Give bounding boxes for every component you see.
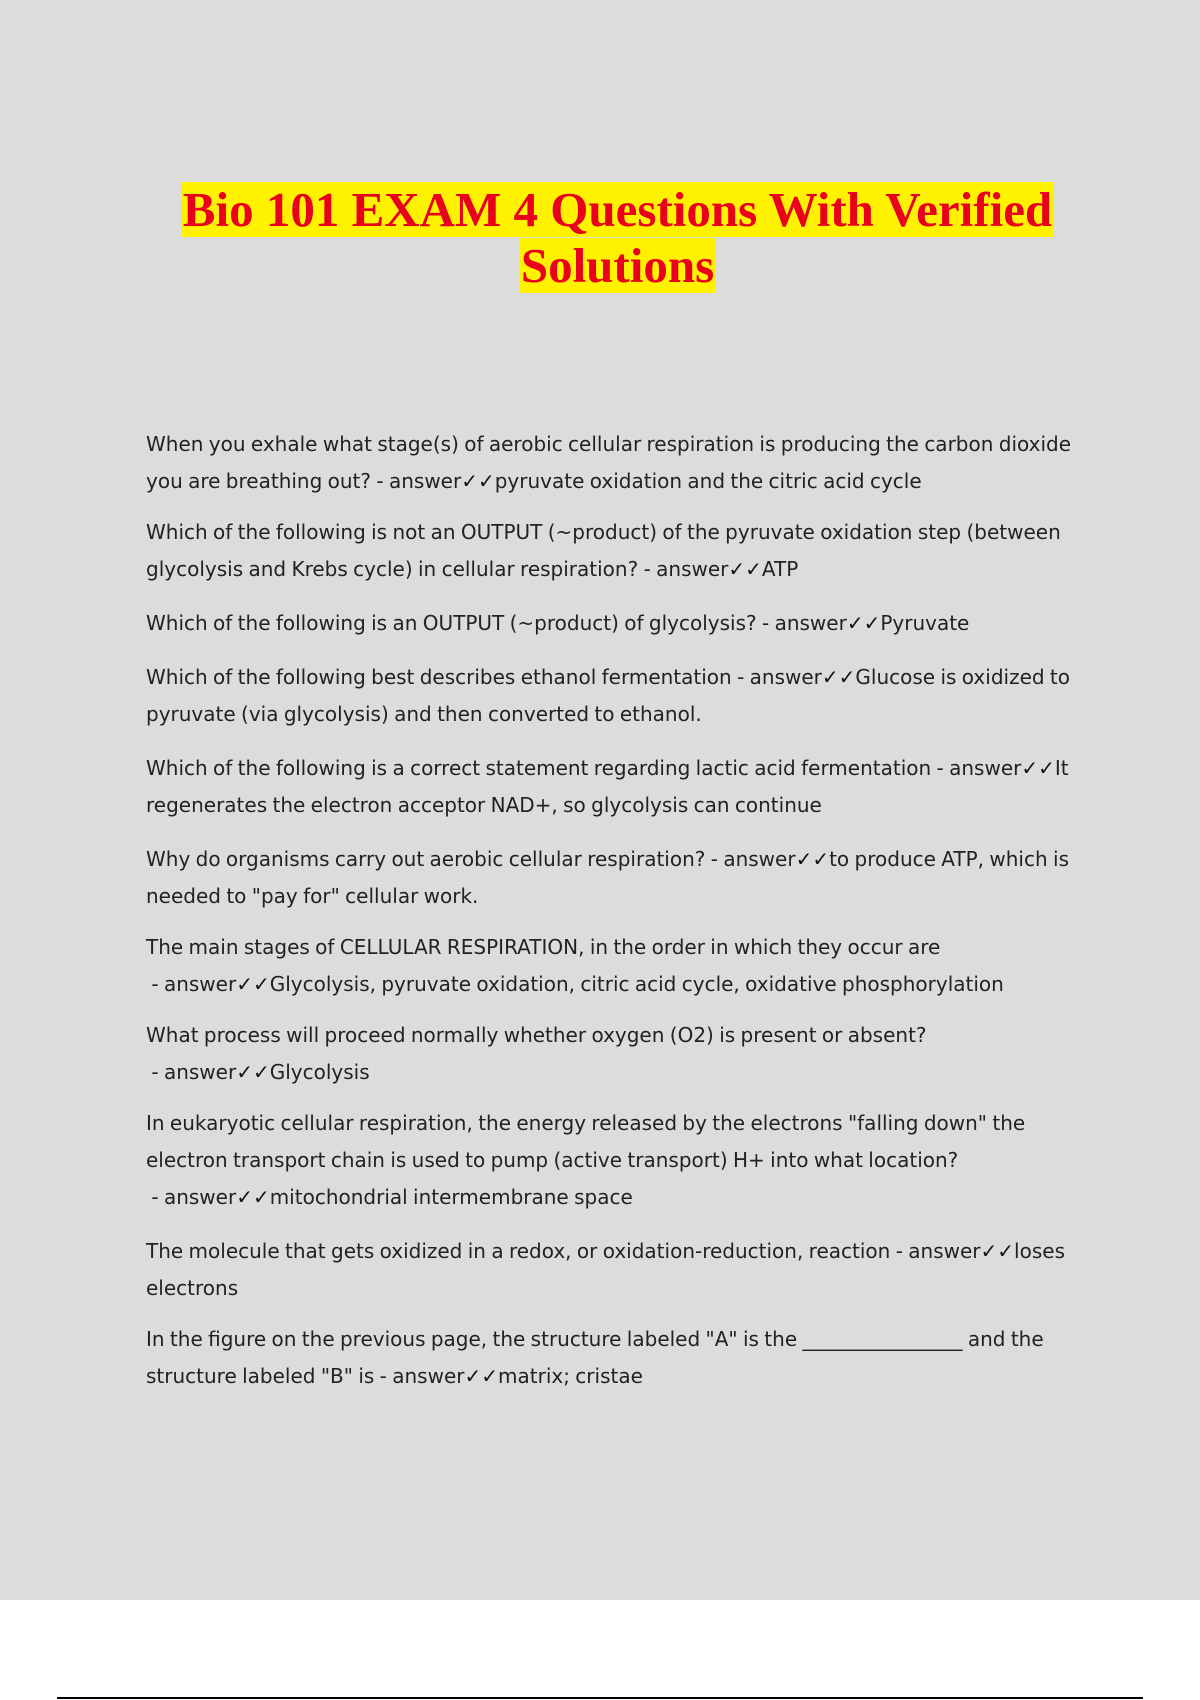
answer-separator: - — [731, 665, 750, 689]
question-item — [146, 1321, 1081, 1395]
check-mark-icon: ✓✓ — [1021, 756, 1055, 780]
answer-separator: - — [705, 847, 724, 871]
answer-separator: - — [371, 469, 389, 493]
answer-separator: - — [146, 1060, 164, 1084]
question-text: In the figure on the previous page, the structure labeled "A" is the ________________ and the structure labeled "B" is — [146, 1327, 1044, 1388]
answer-separator: - — [890, 1239, 909, 1263]
answer-text: mitochondrial intermembrane space — [269, 1185, 633, 1209]
answer-text: Glucose is oxidized to pyruvate (via glycolysis) and then converted to ethanol. — [146, 665, 1070, 726]
check-mark-icon: ✓✓ — [980, 1239, 1015, 1263]
question-text: In eukaryotic cellular respiration, the energy released by the electrons "falling down" the electron transport chain is used to pump (active transport) H+ into what location? — [146, 1111, 1026, 1172]
answer-text: loses electrons — [146, 1239, 1065, 1300]
document-title — [130, 182, 1105, 294]
check-mark-icon: ✓✓ — [461, 469, 495, 493]
check-mark-icon: ✓✓ — [236, 1185, 270, 1209]
question-text: Which of the following is an OUTPUT (~product) of glycolysis? — [146, 611, 757, 635]
check-mark-icon: ✓✓ — [728, 557, 762, 581]
question-item — [146, 659, 1081, 733]
answer-label: answer — [163, 972, 237, 996]
question-item — [146, 514, 1081, 588]
answer-text: Glycolysis — [269, 1060, 370, 1084]
answer-separator: - — [756, 611, 775, 635]
question-text: Which of the following is a correct statement regarding lactic acid fermentation — [146, 756, 932, 780]
answer-label: answer — [749, 665, 822, 689]
answer-label: answer — [388, 469, 462, 493]
footer-divider — [57, 1697, 1143, 1699]
check-mark-icon: ✓✓ — [846, 611, 881, 635]
answer-label: answer — [723, 847, 796, 871]
answer-text: to produce ATP, which is needed to "pay for" cellular work. — [146, 847, 1069, 908]
question-item — [146, 1233, 1081, 1307]
answer-separator: - — [146, 1185, 164, 1209]
answer-label: answer — [908, 1239, 981, 1263]
question-item — [146, 605, 1081, 642]
question-text: Which of the following is not an OUTPUT (~product) of the pyruvate oxidation step (between glycolysis and Krebs cycle) in cellular respiration? — [146, 520, 1061, 581]
answer-label: answer — [949, 756, 1022, 780]
question-text: The main stages of CELLULAR RESPIRATION, in the order in which they occur are — [146, 935, 941, 959]
check-mark-icon: ✓✓ — [236, 972, 270, 996]
answer-text: ATP — [761, 557, 799, 581]
question-item — [146, 426, 1081, 500]
answer-separator: - — [146, 972, 164, 996]
question-text: The molecule that gets oxidized in a redox, or oxidation-reduction, reaction — [146, 1239, 891, 1263]
check-mark-icon: ✓✓ — [821, 665, 856, 689]
question-item — [146, 1105, 1081, 1216]
check-mark-icon: ✓✓ — [795, 847, 830, 871]
question-item — [146, 841, 1081, 915]
question-text: When you exhale what stage(s) of aerobic cellular respiration is producing the carbon dioxide you are breathing out? — [146, 432, 1072, 493]
question-text: Which of the following best describes ethanol fermentation — [146, 665, 732, 689]
answer-label: answer — [163, 1185, 237, 1209]
answer-separator: - — [931, 756, 950, 780]
answer-label: answer — [163, 1060, 237, 1084]
check-mark-icon: ✓✓ — [464, 1364, 499, 1388]
answer-separator: - — [638, 557, 657, 581]
title-line-2: Solutions — [520, 238, 715, 293]
question-answer-list — [146, 412, 1081, 1395]
answer-text: Glycolysis, pyruvate oxidation, citric acid cycle, oxidative phosphorylation — [269, 972, 1004, 996]
answer-text: matrix; cristae — [498, 1364, 643, 1388]
question-text: Why do organisms carry out aerobic cellular respiration? — [146, 847, 706, 871]
answer-label: answer — [774, 611, 847, 635]
question-item — [146, 929, 1081, 1003]
question-item — [146, 1017, 1081, 1091]
answer-text: It regenerates the electron acceptor NAD+, so glycolysis can continue — [146, 756, 1069, 817]
answer-text: Pyruvate — [880, 611, 970, 635]
answer-label: answer — [392, 1364, 465, 1388]
question-item — [146, 750, 1081, 824]
answer-label: answer — [656, 557, 729, 581]
answer-text: pyruvate oxidation and the citric acid cycle — [494, 469, 922, 493]
title-line-1: Bio 101 EXAM 4 Questions With Verified — [182, 182, 1053, 237]
answer-separator: - — [374, 1364, 393, 1388]
check-mark-icon: ✓✓ — [236, 1060, 270, 1084]
question-text: What process will proceed normally whether oxygen (O2) is present or absent? — [146, 1023, 927, 1047]
